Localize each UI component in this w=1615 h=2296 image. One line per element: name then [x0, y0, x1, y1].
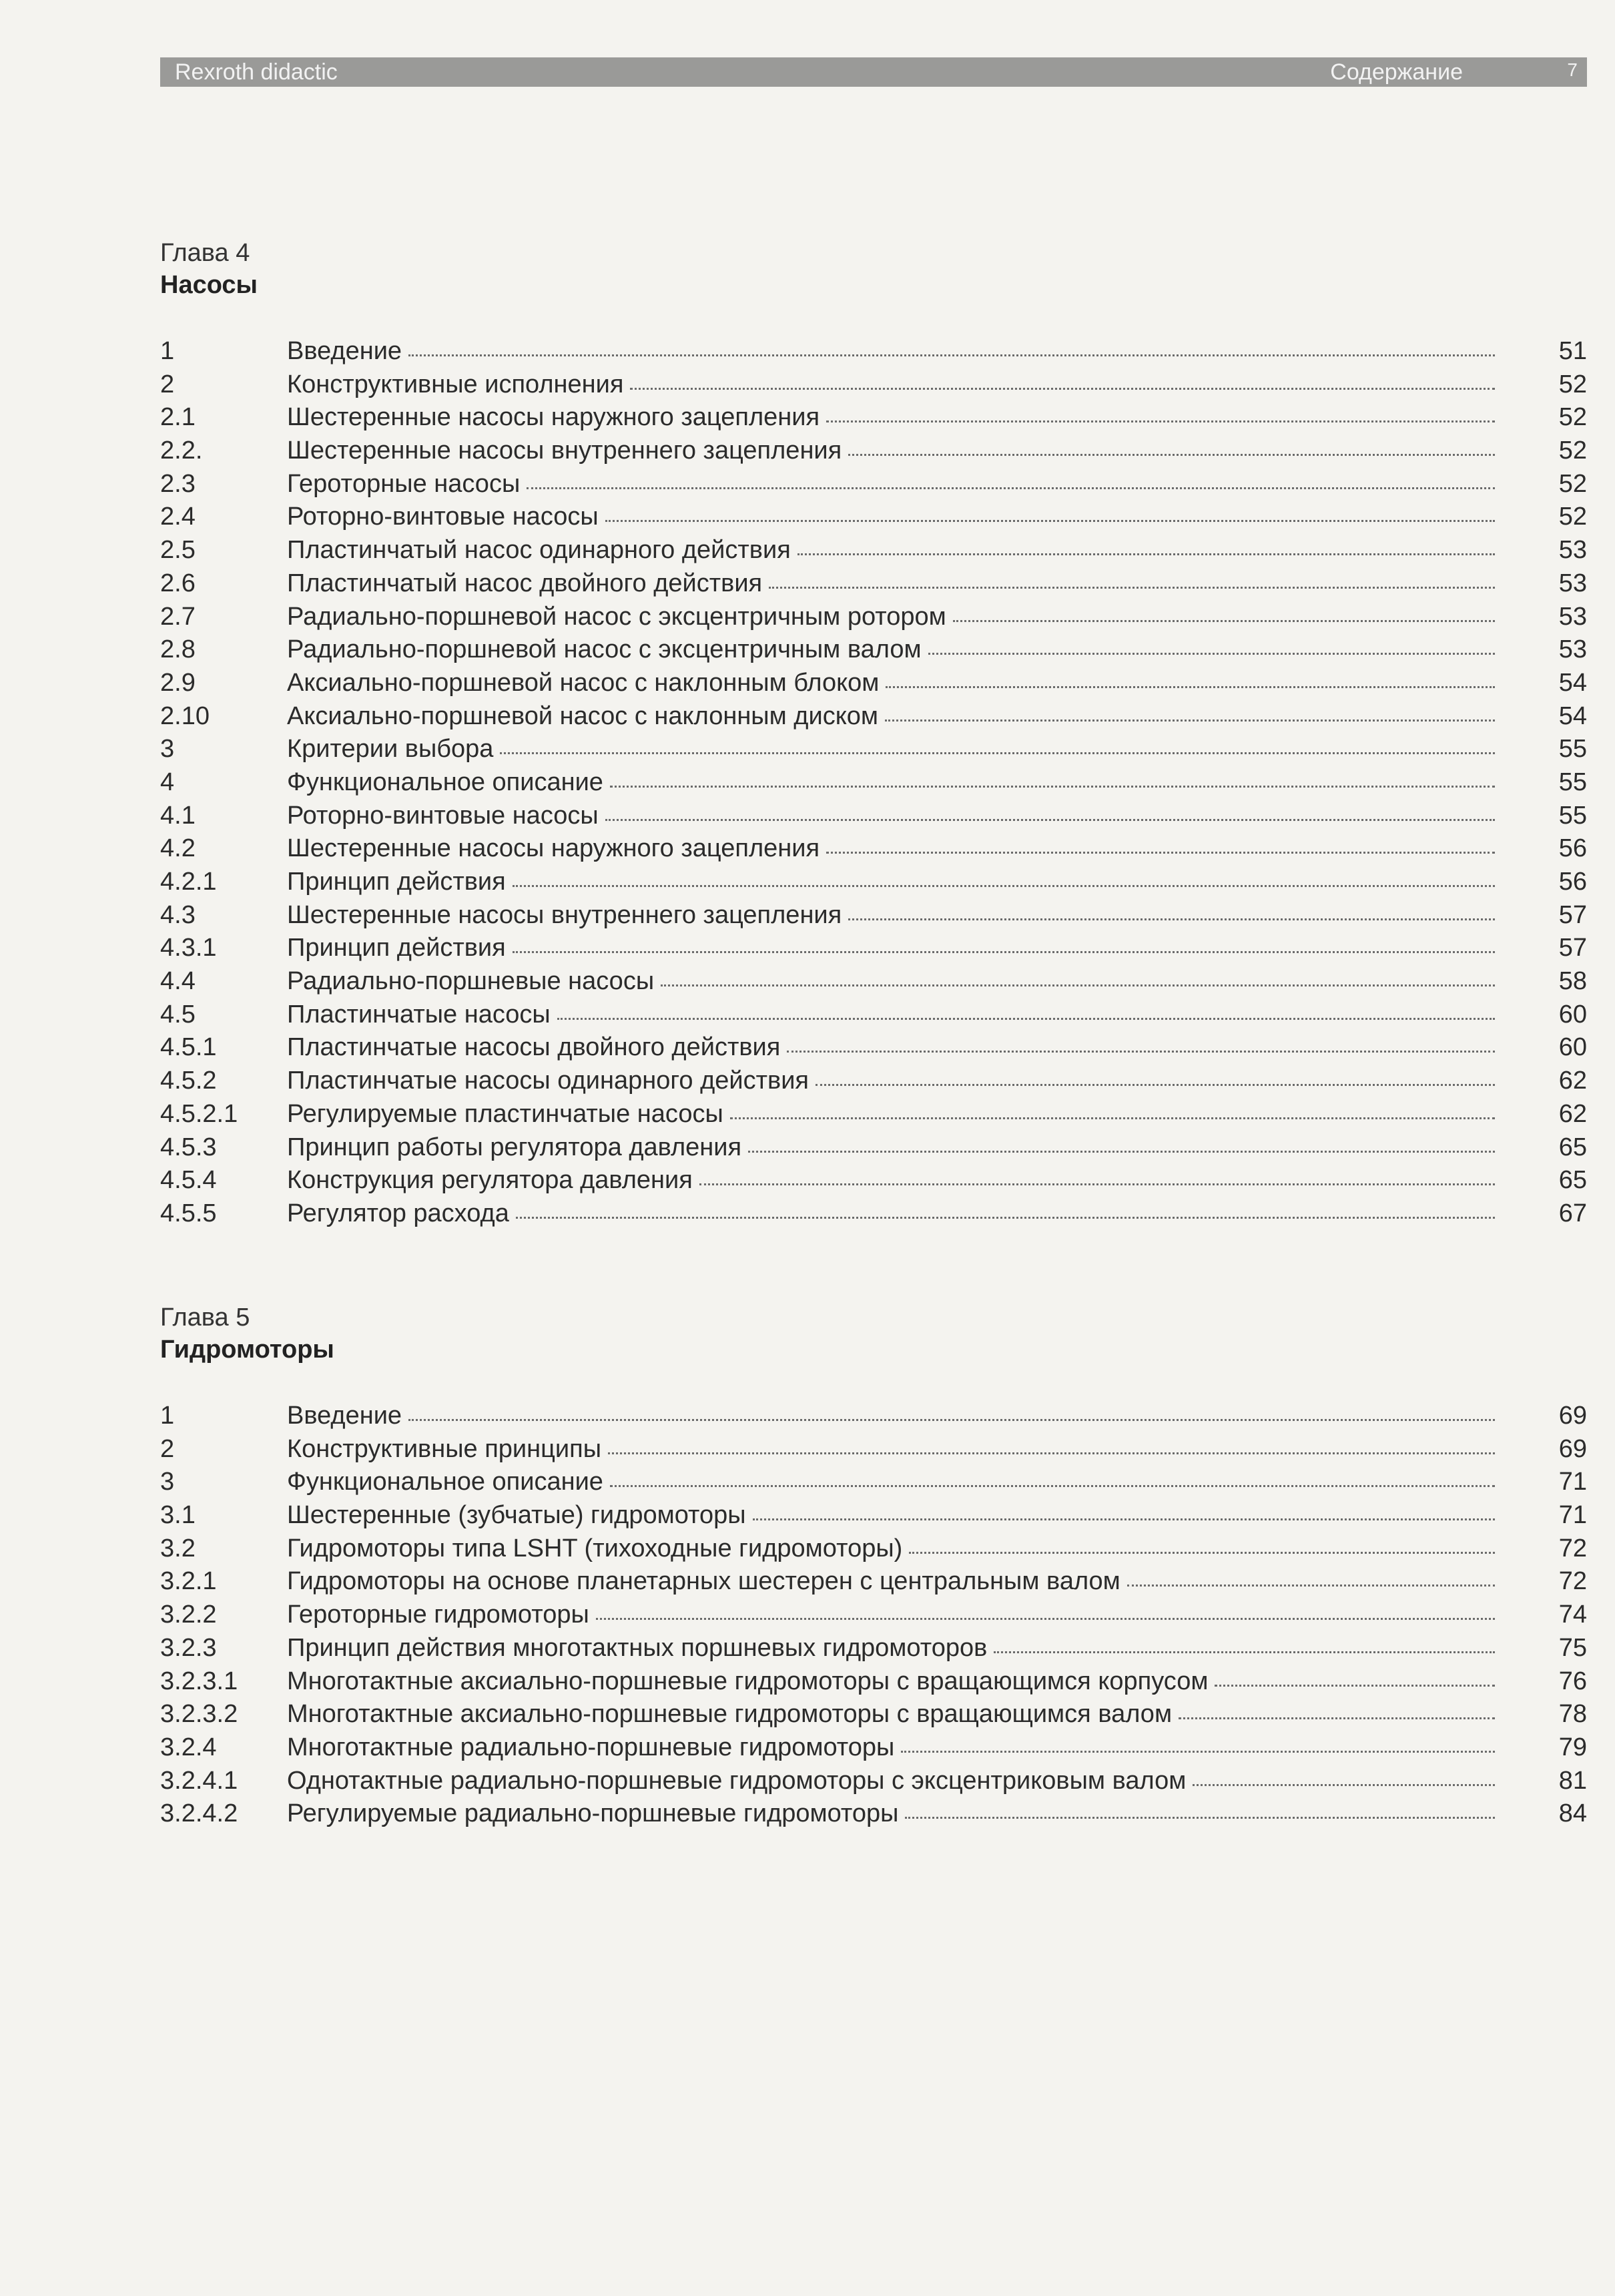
- toc-entry: [160, 1131, 1587, 1164]
- dot-leader: [596, 1618, 1495, 1620]
- toc-entry-number: 3: [160, 735, 175, 764]
- toc-entry-number: 2: [160, 370, 175, 398]
- toc-entry-page: 51: [1558, 337, 1587, 365]
- toc-entry-body: [287, 533, 1495, 567]
- toc-entry: [160, 766, 1587, 799]
- toc-entry-title: Геротopные насосы: [287, 469, 521, 498]
- toc-entry-title: Регулятор расхода: [287, 1199, 509, 1227]
- toc-entry-title: Введение: [287, 337, 402, 365]
- toc-entry-title: Пластинчатые насосы: [287, 1000, 551, 1029]
- toc-list: [160, 334, 1587, 1230]
- chapter-title: Гидромоторы: [160, 1336, 334, 1364]
- dot-leader: [848, 918, 1495, 920]
- toc-entry-number: 4.3: [160, 900, 196, 929]
- toc-entry-title: Роторно-винтовые насосы: [287, 801, 599, 830]
- toc-entry: [160, 1797, 1587, 1830]
- toc-entry-title: Многотактные радиально-поршневые гидромоторы: [287, 1733, 895, 1761]
- dot-leader: [1193, 1784, 1495, 1786]
- toc-entry-body: [287, 964, 1495, 998]
- toc-entry-page: 52: [1558, 469, 1587, 498]
- dot-leader: [610, 1485, 1495, 1487]
- toc-entry-number: 2.4: [160, 503, 196, 531]
- toc-entry: [160, 434, 1587, 467]
- toc-entry-number: 3.2.3: [160, 1633, 217, 1662]
- toc-entry-title: Роторно-винтовые насосы: [287, 503, 599, 531]
- toc-entry-title: Аксиально-поршневой насос с наклонным диском: [287, 701, 879, 730]
- toc-entry-body: [287, 1564, 1495, 1598]
- toc-entry-number: 3.2.2: [160, 1601, 217, 1629]
- toc-entry: [160, 400, 1587, 434]
- toc-entry-page: 81: [1558, 1766, 1587, 1795]
- chapter-label: Глава 4: [160, 239, 250, 267]
- toc-entry-title: Шестеренные насосы внутреннего зацепления: [287, 437, 842, 465]
- toc-entry-body: [287, 898, 1495, 932]
- toc-entry-number: 4.2.1: [160, 868, 217, 896]
- toc-entry-number: 4.5.4: [160, 1166, 217, 1195]
- toc-entry-body: [287, 633, 1495, 666]
- dot-leader: [1127, 1585, 1495, 1587]
- toc-entry-page: 72: [1558, 1567, 1587, 1596]
- toc-entry-body: [287, 1031, 1495, 1064]
- dot-leader: [516, 1217, 1495, 1219]
- toc-list: [160, 1399, 1587, 1830]
- toc-entry-page: 57: [1558, 934, 1587, 962]
- toc-entry-page: 71: [1558, 1468, 1587, 1496]
- toc-entry-number: 3.2.3.1: [160, 1667, 238, 1695]
- toc-entry-title: Регулируемые радиально-поршневые гидромоторы: [287, 1799, 899, 1828]
- toc-entry-body: [287, 766, 1495, 799]
- toc-entry-body: [287, 1631, 1495, 1665]
- toc-entry: [160, 898, 1587, 932]
- toc-entry-page: 52: [1558, 437, 1587, 465]
- toc-entry-title: Однотактные радиально-поршневые гидромоторы с эксцентриковым валом: [287, 1766, 1187, 1795]
- toc-entry-number: 3: [160, 1468, 175, 1496]
- dot-leader: [994, 1651, 1495, 1653]
- toc-entry-number: 4: [160, 768, 175, 796]
- toc-entry-body: [287, 567, 1495, 600]
- dot-leader: [753, 1518, 1495, 1520]
- toc-entry-page: 58: [1558, 967, 1587, 996]
- toc-entry-number: 3.2.4.2: [160, 1799, 238, 1828]
- dot-leader: [886, 686, 1495, 688]
- toc-entry-body: [287, 799, 1495, 832]
- toc-entry-number: 4.2: [160, 834, 196, 863]
- dot-leader: [826, 420, 1495, 422]
- dot-leader: [816, 1084, 1495, 1086]
- toc-entry-page: 53: [1558, 536, 1587, 565]
- toc-entry: [160, 931, 1587, 964]
- chapter-label: Глава 5: [160, 1304, 250, 1332]
- toc-entry-number: 2.7: [160, 602, 196, 631]
- dot-leader: [905, 1817, 1495, 1819]
- toc-entry-number: 2: [160, 1434, 175, 1463]
- toc-entry-title: Пластинчатый насос двойного действия: [287, 569, 763, 597]
- toc-entry: [160, 1031, 1587, 1064]
- toc-entry-title: Геротopные гидромоторы: [287, 1601, 589, 1629]
- toc-entry-page: 69: [1558, 1402, 1587, 1430]
- toc-entry-body: [287, 1764, 1495, 1797]
- toc-entry-title: Шестеренные насосы наружного зацепления: [287, 403, 820, 432]
- toc-entry-page: 55: [1558, 801, 1587, 830]
- toc-entry-number: 2.2.: [160, 437, 203, 465]
- toc-entry: [160, 1564, 1587, 1598]
- toc-entry-number: 4.5.1: [160, 1033, 217, 1062]
- toc-entry-page: 78: [1558, 1700, 1587, 1729]
- dot-leader: [500, 752, 1495, 754]
- toc-entry-title: Принцип действия многотактных поршневых гидромоторов: [287, 1633, 988, 1662]
- toc-entry-body: [287, 334, 1495, 368]
- toc-entry: [160, 865, 1587, 898]
- toc-entry-page: 62: [1558, 1067, 1587, 1095]
- dot-leader: [769, 587, 1495, 589]
- dot-leader: [730, 1117, 1495, 1119]
- toc-entry-page: 76: [1558, 1667, 1587, 1695]
- toc-entry-title: Пластинчатый насос одинарного действия: [287, 536, 791, 565]
- dot-leader: [901, 1751, 1495, 1753]
- toc-entry-number: 2.3: [160, 469, 196, 498]
- toc-entry-page: 65: [1558, 1133, 1587, 1161]
- toc-entry-title: Радиально-поршневой насос с эксцентричным ротором: [287, 602, 946, 631]
- toc-entry: [160, 799, 1587, 832]
- dot-leader: [885, 720, 1495, 722]
- toc-entry-title: Критерии выбора: [287, 735, 494, 764]
- toc-entry-title: Гидромоторы типа LSHT (тихоходные гидромоторы): [287, 1534, 903, 1562]
- toc-entry-number: 2.10: [160, 701, 210, 730]
- toc-entry-title: Пластинчатые насосы одинарного действия: [287, 1067, 810, 1095]
- toc-entry: [160, 998, 1587, 1031]
- toc-entry: [160, 500, 1587, 533]
- toc-entry: [160, 1064, 1587, 1097]
- toc-entry: [160, 600, 1587, 633]
- toc-entry-number: 2.6: [160, 569, 196, 597]
- chapter-4: [160, 237, 1587, 1230]
- toc-entry: [160, 633, 1587, 666]
- dot-leader: [557, 1018, 1495, 1020]
- toc-entry-body: [287, 1197, 1495, 1230]
- toc-entry-page: 57: [1558, 900, 1587, 929]
- toc-entry-body: [287, 1532, 1495, 1565]
- toc-entry: [160, 1764, 1587, 1797]
- toc-entry-page: 54: [1558, 668, 1587, 697]
- toc-entry-body: [287, 699, 1495, 733]
- toc-entry-body: [287, 600, 1495, 633]
- toc-entry-page: 52: [1558, 403, 1587, 432]
- toc-entry-title: Конструкция регулятора давления: [287, 1166, 693, 1195]
- toc-entry: [160, 699, 1587, 733]
- toc-entry-page: 55: [1558, 735, 1587, 764]
- toc-entry-page: 71: [1558, 1501, 1587, 1530]
- toc-entry-number: 4.5: [160, 1000, 196, 1029]
- dot-leader: [610, 786, 1495, 788]
- toc-entry-number: 4.5.2.1: [160, 1099, 238, 1128]
- toc-entry-page: 54: [1558, 701, 1587, 730]
- toc-entry-body: [287, 400, 1495, 434]
- toc-entry-body: [287, 368, 1495, 401]
- toc-entry-number: 3.2.4: [160, 1733, 217, 1761]
- toc-entry: [160, 1532, 1587, 1565]
- toc-entry-number: 1: [160, 1402, 175, 1430]
- toc-entry-page: 65: [1558, 1166, 1587, 1195]
- brand-label: Rexroth didactic: [175, 59, 338, 85]
- dot-leader: [661, 984, 1495, 986]
- dot-leader: [848, 454, 1495, 456]
- toc-entry-page: 53: [1558, 602, 1587, 631]
- dot-leader: [1179, 1717, 1495, 1719]
- dot-leader: [608, 1452, 1495, 1454]
- toc-entry-title: Радиально-поршневой насос с эксцентричным валом: [287, 635, 922, 664]
- toc-entry-page: 52: [1558, 370, 1587, 398]
- dot-leader: [928, 653, 1495, 655]
- toc-entry: [160, 1097, 1587, 1131]
- toc-entry-title: Функциональное описание: [287, 1468, 603, 1496]
- toc-entry-page: 53: [1558, 635, 1587, 664]
- toc-entry-body: [287, 1465, 1495, 1498]
- toc-entry-page: 69: [1558, 1434, 1587, 1463]
- toc-entry-body: [287, 998, 1495, 1031]
- toc-entry-title: Конструктивные исполнения: [287, 370, 624, 398]
- toc-entry: [160, 467, 1587, 501]
- dot-leader: [699, 1183, 1495, 1185]
- toc-entry-body: [287, 1665, 1495, 1698]
- toc-entry-body: [287, 467, 1495, 501]
- toc-entry-body: [287, 931, 1495, 964]
- toc-entry-body: [287, 1697, 1495, 1731]
- toc-entry-number: 3.2.1: [160, 1567, 217, 1596]
- toc-entry-page: 79: [1558, 1733, 1587, 1761]
- toc-entry-body: [287, 1432, 1495, 1466]
- toc-entry-page: 84: [1558, 1799, 1587, 1828]
- toc-entry-title: Введение: [287, 1402, 402, 1430]
- toc-entry-title: Радиально-поршневые насосы: [287, 967, 655, 996]
- toc-entry: [160, 1665, 1587, 1698]
- toc-entry-number: 2.9: [160, 668, 196, 697]
- toc-entry: [160, 732, 1587, 766]
- toc-entry-body: [287, 1163, 1495, 1197]
- toc-entry-page: 56: [1558, 868, 1587, 896]
- toc-entry-page: 72: [1558, 1534, 1587, 1562]
- toc-entry: [160, 334, 1587, 368]
- toc-entry-page: 55: [1558, 768, 1587, 796]
- toc-entry-page: 74: [1558, 1601, 1587, 1629]
- toc-entry-title: Многотактные аксиально-поршневые гидромоторы с вращающимся корпусом: [287, 1667, 1209, 1695]
- toc-entry-title: Пластинчатые насосы двойного действия: [287, 1033, 781, 1062]
- toc-entry-body: [287, 1097, 1495, 1131]
- toc-entry-number: 1: [160, 337, 175, 365]
- toc-entry: [160, 368, 1587, 401]
- toc-entry-page: 60: [1558, 1000, 1587, 1029]
- toc-entry-body: [287, 1797, 1495, 1830]
- toc-entry-body: [287, 1064, 1495, 1097]
- toc-entry: [160, 1598, 1587, 1631]
- dot-leader: [1215, 1685, 1495, 1687]
- toc-entry-number: 4.5.5: [160, 1199, 217, 1227]
- dot-leader: [408, 1419, 1495, 1421]
- toc-entry-number: 2.1: [160, 403, 196, 432]
- toc-entry-body: [287, 1399, 1495, 1432]
- toc-entry-title: Регулируемые пластинчатые насосы: [287, 1099, 723, 1128]
- toc-entry-number: 4.5.3: [160, 1133, 217, 1161]
- chapter-title: Насосы: [160, 271, 258, 299]
- toc-entry: [160, 1399, 1587, 1432]
- dot-leader: [408, 354, 1495, 356]
- dot-leader: [630, 388, 1495, 390]
- toc-entry-page: 52: [1558, 503, 1587, 531]
- toc-entry-title: Многотактные аксиально-поршневые гидромоторы с вращающимся валом: [287, 1700, 1173, 1729]
- toc-entry-number: 4.4: [160, 967, 196, 996]
- toc-entry-body: [287, 1598, 1495, 1631]
- toc-entry-body: [287, 732, 1495, 766]
- dot-leader: [953, 620, 1495, 622]
- running-header: [160, 57, 1587, 87]
- toc-entry-number: 4.3.1: [160, 934, 217, 962]
- toc-entry-number: 4.1: [160, 801, 196, 830]
- toc-entry-page: 67: [1558, 1199, 1587, 1227]
- toc-entry-title: Шестеренные насосы внутреннего зацепления: [287, 900, 842, 929]
- toc-entry-body: [287, 500, 1495, 533]
- toc-entry-page: 62: [1558, 1099, 1587, 1128]
- toc-entry: [160, 567, 1587, 600]
- toc-entry-title: Шестеренные (зубчатые) гидромоторы: [287, 1501, 746, 1530]
- toc-entry: [160, 1498, 1587, 1532]
- dot-leader: [909, 1552, 1495, 1554]
- toc-entry: [160, 1197, 1587, 1230]
- toc-entry-number: 3.2: [160, 1534, 196, 1562]
- toc-entry-number: 2.8: [160, 635, 196, 664]
- dot-leader: [748, 1151, 1495, 1153]
- toc-entry: [160, 1731, 1587, 1764]
- dot-leader: [826, 852, 1495, 854]
- toc-entry-page: 75: [1558, 1633, 1587, 1662]
- section-title: Содержание: [1330, 59, 1463, 85]
- toc-entry-body: [287, 1498, 1495, 1532]
- toc-entry-number: 3.1: [160, 1501, 196, 1530]
- chapter-5: [160, 1302, 1587, 1830]
- toc-entry-title: Принцип действия: [287, 934, 506, 962]
- toc-entry: [160, 1465, 1587, 1498]
- toc-entry-body: [287, 1131, 1495, 1164]
- toc-entry: [160, 1432, 1587, 1466]
- toc-entry: [160, 1631, 1587, 1665]
- toc-entry-body: [287, 434, 1495, 467]
- dot-leader: [527, 487, 1495, 489]
- toc-entry: [160, 964, 1587, 998]
- dot-leader: [787, 1051, 1495, 1053]
- toc-entry-title: Принцип работы регулятора давления: [287, 1133, 742, 1161]
- dot-leader: [513, 885, 1495, 887]
- toc-entry-body: [287, 832, 1495, 865]
- dot-leader: [513, 951, 1495, 953]
- toc-entry-body: [287, 1731, 1495, 1764]
- toc-entry-number: 3.2.4.1: [160, 1766, 238, 1795]
- toc-entry: [160, 533, 1587, 567]
- toc-entry: [160, 1697, 1587, 1731]
- toc-entry-number: 2.5: [160, 536, 196, 565]
- toc-entry-number: 3.2.3.2: [160, 1700, 238, 1729]
- toc-entry: [160, 1163, 1587, 1197]
- toc-entry-title: Шестеренные насосы наружного зацепления: [287, 834, 820, 863]
- toc-entry-page: 53: [1558, 569, 1587, 597]
- toc-entry-page: 60: [1558, 1033, 1587, 1062]
- toc-entry-title: Функциональное описание: [287, 768, 603, 796]
- toc-entry-title: Аксиально-поршневой насос с наклонным блоком: [287, 668, 880, 697]
- toc-entry-title: Конструктивные принципы: [287, 1434, 602, 1463]
- toc-entry-page: 56: [1558, 834, 1587, 863]
- dot-leader: [605, 819, 1495, 821]
- toc-entry-body: [287, 865, 1495, 898]
- dot-leader: [605, 520, 1495, 522]
- dot-leader: [797, 553, 1495, 555]
- toc-entry: [160, 666, 1587, 699]
- toc-entry-number: 4.5.2: [160, 1067, 217, 1095]
- toc-entry-body: [287, 666, 1495, 699]
- toc-entry: [160, 832, 1587, 865]
- page-number: 7: [1567, 59, 1578, 80]
- toc-entry-title: Принцип действия: [287, 868, 506, 896]
- toc-entry-title: Гидромоторы на основе планетарных шестерен с центральным валом: [287, 1567, 1120, 1596]
